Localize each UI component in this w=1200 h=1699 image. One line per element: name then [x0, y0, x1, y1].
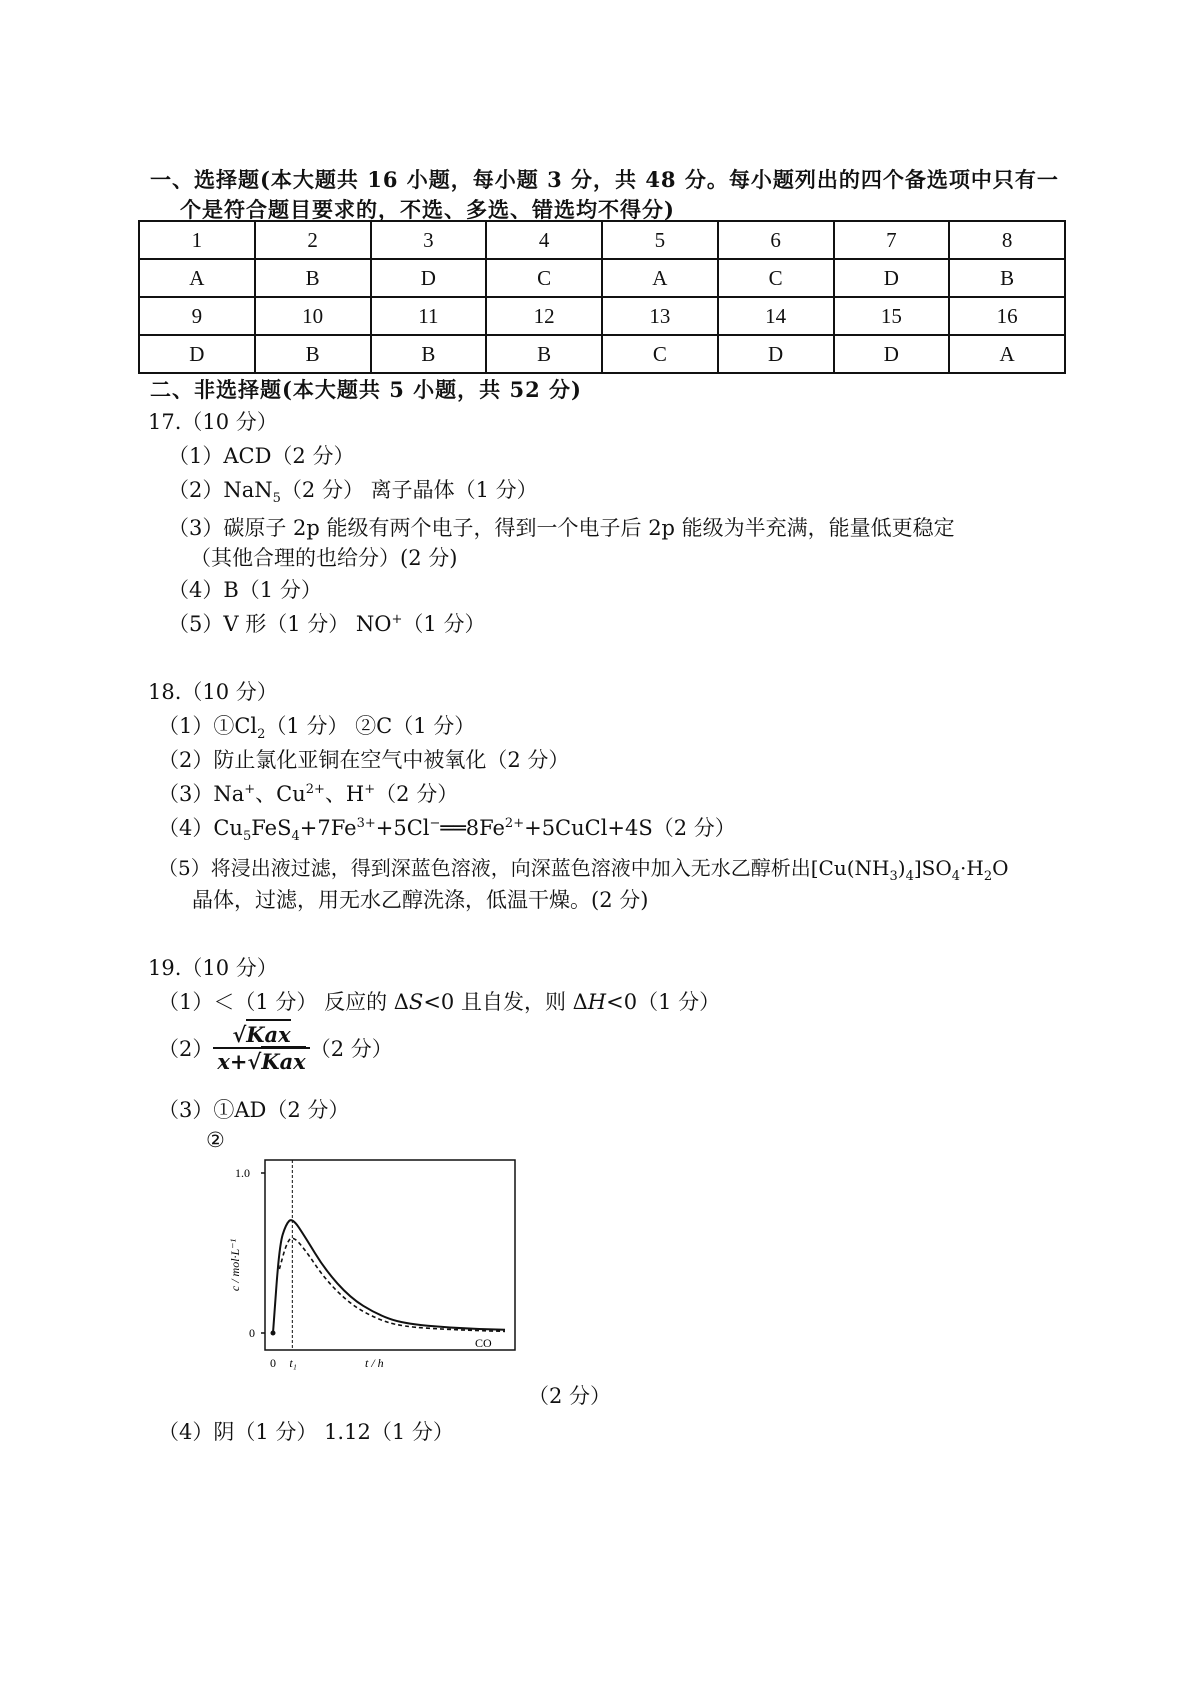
- q19-fraction: $\frac{\text{√Kax}}{\text{x+√Kax}}$: [213, 1022, 309, 1074]
- table-cell: D: [834, 259, 950, 297]
- y-tick-label-1: 1.0: [235, 1166, 250, 1180]
- table-cell: 5: [602, 221, 718, 259]
- table-cell: 3: [371, 221, 487, 259]
- table-cell: A: [949, 335, 1065, 373]
- plot-frame: [265, 1160, 515, 1350]
- q18-answer-2: （2）防止氯化亚铜在空气中被氧化（2 分）: [158, 748, 570, 772]
- q18-answer-5-line1: （5）将浸出液过滤，得到深蓝色溶液，向深蓝色溶液中加入无水乙醇析出$[Cu(NH_3)_4]SO_4\cdot H_2O$: [158, 856, 1009, 884]
- table-cell: 8: [949, 221, 1065, 259]
- table-cell: B: [949, 259, 1065, 297]
- part2-title: 二、非选择题(本大题共 5 小题，共 52 分): [150, 377, 582, 402]
- table-cell: 4: [486, 221, 602, 259]
- answer-table: [138, 220, 1066, 374]
- table-cell: 16: [949, 297, 1065, 335]
- part1-title-line1: 一、选择题(本大题共 16 小题，每小题 3 分，共 48 分。每小题列出的四个备选项中只有一: [150, 167, 1059, 192]
- table-cell: C: [602, 335, 718, 373]
- table-cell: D: [834, 335, 950, 373]
- q17-answer-3-line1: （3）碳原子 2p 能级有两个电子，得到一个电子后 2p 能级为半充满，能量低更稳定: [168, 516, 955, 540]
- q19-answer-3: （3）①AD（2 分）: [158, 1098, 350, 1122]
- table-cell: A: [602, 259, 718, 297]
- table-cell: D: [718, 335, 834, 373]
- table-row: [139, 297, 1065, 335]
- q17-answer-5: （5）V 形（1 分） NO+（1 分）: [168, 612, 486, 636]
- q18-answer-1: $(1)①Cl_2(1$ 分） ②C（1 分）: [158, 714, 476, 743]
- q17-answer-4: （4）B（1 分）: [168, 578, 322, 602]
- q17-answer-1: （1）ACD（2 分）: [168, 444, 355, 468]
- co-annotation: CO: [475, 1336, 492, 1350]
- y-axis-label: c / mol·L⁻¹: [228, 1238, 242, 1292]
- q19-answer-3-2: ②: [206, 1128, 225, 1152]
- x-tick-label-t1: t₁: [289, 1356, 297, 1370]
- concentration-time-chart: [225, 1155, 525, 1370]
- table-cell: D: [371, 259, 487, 297]
- part1-title-line2: 个是符合题目要求的，不选、多选、错选均不得分): [180, 197, 675, 222]
- table-cell: 12: [486, 297, 602, 335]
- series-solid-line: [273, 1220, 505, 1333]
- q18-header: 18.（10 分）: [148, 680, 278, 704]
- table-cell: D: [139, 335, 255, 373]
- table-row: [139, 335, 1065, 373]
- q19-answer-2: （2） $\frac{\text{√Kax}}{\text{x+√Kax}}$ （2 分）: [158, 1022, 393, 1074]
- q18-answer-3: （3）Na+、$Cu^{2+}$、H+（2 分）: [158, 782, 459, 806]
- q17-answer-2: （2）NaN$_5$（2 分） 离子晶体（1 分）: [168, 478, 538, 507]
- q19-header: 19.（10 分）: [148, 956, 278, 980]
- table-cell: B: [486, 335, 602, 373]
- q17-header: 17.（10 分）: [148, 410, 278, 434]
- table-cell: C: [718, 259, 834, 297]
- table-cell: 11: [371, 297, 487, 335]
- table-row: [139, 221, 1065, 259]
- series-dashed-line: [279, 1238, 505, 1331]
- origin-point: [271, 1331, 276, 1336]
- table-cell: 6: [718, 221, 834, 259]
- table-cell: C: [486, 259, 602, 297]
- q18-answer-5-line2: 晶体，过滤，用无水乙醇洗涤，低温干燥。(2 分): [192, 888, 649, 912]
- q18-answer-4: $(4)Cu_5FeS_4+7Fe^{3+}+5Cl^-══8Fe^{2+}+5CuCl+4S(2$ 分）: [158, 816, 736, 845]
- x-tick-label-0: 0: [270, 1356, 276, 1370]
- table-row: [139, 259, 1065, 297]
- q19-answer-1: （1）＜（1 分） 反应的 ΔS<0 且自发，则 ΔH<0（1 分）: [158, 990, 721, 1014]
- x-axis-label: t / h: [365, 1356, 384, 1370]
- table-cell: B: [255, 335, 371, 373]
- q19-graph-score: （2 分）: [528, 1384, 612, 1408]
- table-cell: 1: [139, 221, 255, 259]
- q17-answer-3-line2: （其他合理的也给分）(2 分): [190, 546, 458, 570]
- table-cell: B: [255, 259, 371, 297]
- table-cell: B: [371, 335, 487, 373]
- table-cell: 13: [602, 297, 718, 335]
- y-tick-label-0: 0: [249, 1326, 255, 1340]
- table-cell: 2: [255, 221, 371, 259]
- q19-answer-4: （4）阴（1 分） 1.12（1 分）: [158, 1420, 454, 1444]
- table-cell: 10: [255, 297, 371, 335]
- table-cell: 9: [139, 297, 255, 335]
- table-cell: 14: [718, 297, 834, 335]
- table-cell: 15: [834, 297, 950, 335]
- table-cell: A: [139, 259, 255, 297]
- table-cell: 7: [834, 221, 950, 259]
